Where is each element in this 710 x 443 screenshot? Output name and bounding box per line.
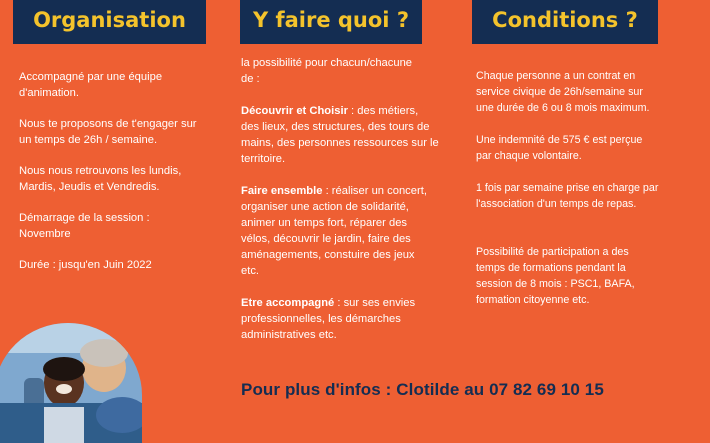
col1-line: Novembre (19, 228, 71, 240)
contact-info: Pour plus d'infos : Clotilde au 07 82 69 10 15 (241, 380, 604, 399)
col3-line: Une indemnité de 575 € est perçue (476, 134, 643, 146)
col3-line: Possibilité de participation a des (476, 246, 629, 258)
col3-line: temps de formations pendant la (476, 262, 626, 274)
col1-line: Démarrage de la session : (19, 212, 150, 224)
col2-line: animer un temps fort, réparer des (241, 217, 408, 229)
col1-line: Durée : jusqu'en Juin 2022 (19, 259, 152, 271)
col3-line: par chaque volontaire. (476, 150, 582, 162)
header-conditions (472, 0, 658, 44)
col3-line: l'association d'un temps de repas. (476, 198, 637, 210)
col1-line: Nous nous retrouvons les lundis, (19, 165, 182, 177)
col2-line: des lieux, des structures, des tours de (241, 121, 430, 133)
col1-line: d'animation. (19, 87, 79, 99)
col3-line: session de 8 mois : PSC1, BAFA, (476, 278, 635, 290)
conditions-column (476, 68, 688, 308)
section-etre-accompagne: Etre accompagné : sur ses envies (241, 297, 416, 309)
col2-line: la possibilité pour chacun/chacune (241, 57, 413, 69)
header-conditions-label: Conditions ? (492, 8, 638, 32)
col1-line: Nous te proposons de t'engager sur (19, 118, 197, 130)
section-decouvrir: Découvrir et Choisir : des métiers, (241, 105, 419, 117)
col1-line: Accompagné par une équipe (19, 71, 163, 83)
col2-line: etc. (241, 265, 260, 277)
section-title: Faire ensemble (241, 185, 323, 197)
section-faire-ensemble: Faire ensemble : réaliser un concert, (241, 185, 427, 197)
col2-line: aménagements, constuire des jeux (241, 249, 415, 261)
col3-line: 1 fois par semaine prise en charge par (476, 182, 659, 194)
col3-line: une durée de 6 ou 8 mois maximum. (476, 102, 650, 114)
col1-line: Mardis, Jeudis et Vendredis. (19, 181, 160, 193)
organisation-column (19, 69, 229, 273)
col2-line: vélos, découvrir le jardin, faire des (241, 233, 411, 245)
col2-line: administratives etc. (241, 329, 337, 341)
group-photo (0, 323, 142, 443)
header-organisation (13, 0, 206, 44)
col1-line: un temps de 26h / semaine. (19, 134, 158, 146)
header-organisation-label: Organisation (33, 8, 186, 32)
header-y-faire-quoi-label: Y faire quoi ? (252, 8, 410, 32)
col2-line: territoire. (241, 153, 286, 165)
col2-line: mains, des personnes ressources sur le (241, 137, 439, 149)
section-title: Etre accompagné (241, 297, 335, 309)
col2-line: de : (241, 73, 260, 85)
col3-line: formation citoyenne etc. (476, 294, 590, 306)
section-title: Découvrir et Choisir (241, 105, 348, 117)
col3-line: service civique de 26h/semaine sur (476, 86, 643, 98)
header-y-faire-quoi (240, 0, 422, 44)
activities-column (241, 55, 453, 343)
col2-line: professionnelles, les démarches (241, 313, 401, 325)
col2-line: organiser une action de solidarité, (241, 201, 409, 213)
col3-line: Chaque personne a un contrat en (476, 70, 636, 82)
